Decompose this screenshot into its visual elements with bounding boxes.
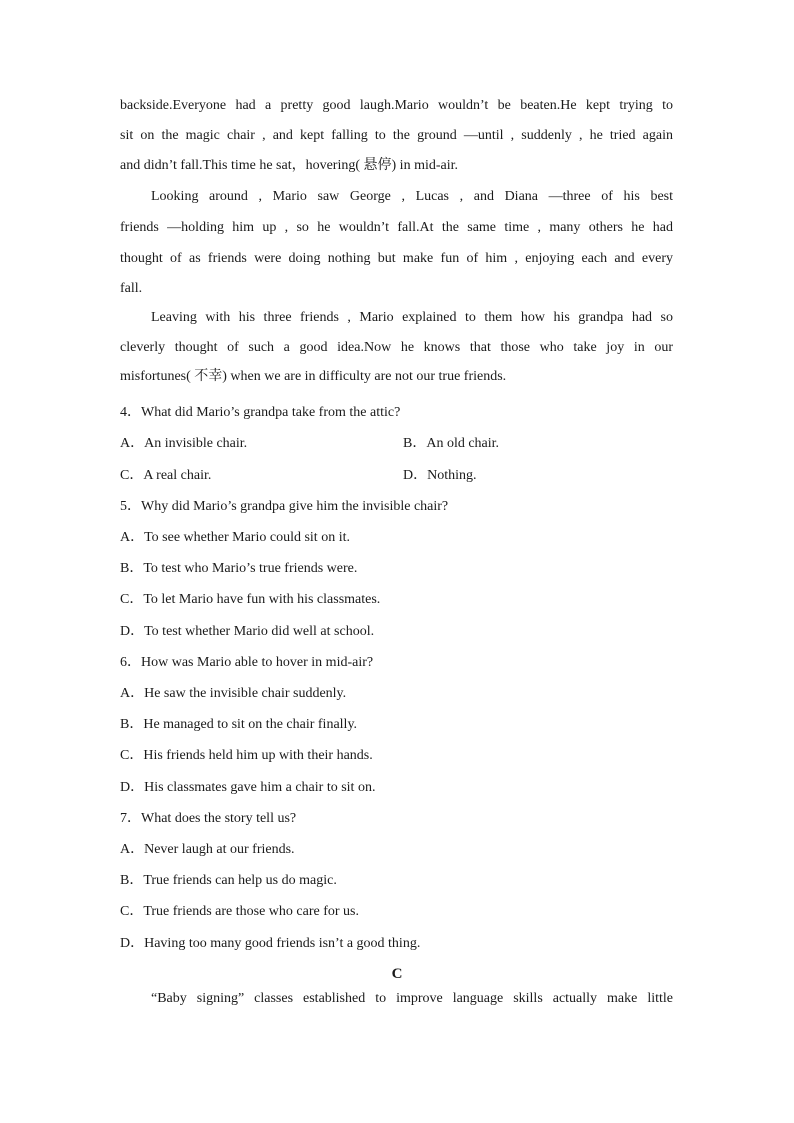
passage-line: misfortunes( 不幸) when we are in difficulty are not our true friends. xyxy=(120,369,507,384)
option-b: B．True friends can help us do magic. xyxy=(120,873,337,888)
option-c: C．His friends held him up with their hands. xyxy=(120,748,373,763)
passage-line: and didn’t fall.This time he sat，hovering( 悬停) in mid-air. xyxy=(120,158,459,173)
option-b: B．An old chair. xyxy=(403,436,500,451)
passage-line: Looking around , Mario saw George , Lucas , and Diana —three of his best xyxy=(151,189,673,204)
passage-line: friends —holding him up , so he wouldn’t fall.At the same time , many others he had xyxy=(120,220,673,235)
option-d: D．Having too many good friends isn’t a good thing. xyxy=(120,936,421,951)
option-a: A．An invisible chair. xyxy=(120,436,248,451)
option-d: D．Nothing. xyxy=(403,468,477,483)
option-c: C．To let Mario have fun with his classmates. xyxy=(120,592,381,607)
passage-line: Leaving with his three friends , Mario explained to them how his grandpa had so xyxy=(151,310,673,325)
option-b: B．He managed to sit on the chair finally. xyxy=(120,717,358,732)
option-d: D．His classmates gave him a chair to sit on. xyxy=(120,780,376,795)
passage-line: sit on the magic chair , and kept falling to the ground —until , suddenly , he tried again xyxy=(120,128,673,143)
question-stem: 4．What did Mario’s grandpa take from the attic? xyxy=(120,405,401,420)
passage-line: fall. xyxy=(120,281,143,296)
passage-line: thought of as friends were doing nothing but make fun of him , enjoying each and every xyxy=(120,251,673,266)
question-stem: 5．Why did Mario’s grandpa give him the invisible chair? xyxy=(120,499,449,514)
passage-line: “Baby signing” classes established to improve language skills actually make little xyxy=(151,991,673,1006)
question-stem: 7．What does the story tell us? xyxy=(120,811,297,826)
passage-line: backside.Everyone had a pretty good laugh.Mario wouldn’t be beaten.He kept trying to xyxy=(120,98,673,113)
option-a: A．To see whether Mario could sit on it. xyxy=(120,530,350,545)
option-c: C．A real chair. xyxy=(120,468,212,483)
option-b: B．To test who Mario’s true friends were. xyxy=(120,561,358,576)
option-d: D．To test whether Mario did well at school. xyxy=(120,624,375,639)
question-stem: 6．How was Mario able to hover in mid-air? xyxy=(120,655,374,670)
option-c: C．True friends are those who care for us. xyxy=(120,904,359,919)
passage-line: cleverly thought of such a good idea.Now he knows that those who take joy in our xyxy=(120,340,673,355)
option-a: A．Never laugh at our friends. xyxy=(120,842,295,857)
option-a: A．He saw the invisible chair suddenly. xyxy=(120,686,347,701)
section-heading: C xyxy=(391,966,403,982)
